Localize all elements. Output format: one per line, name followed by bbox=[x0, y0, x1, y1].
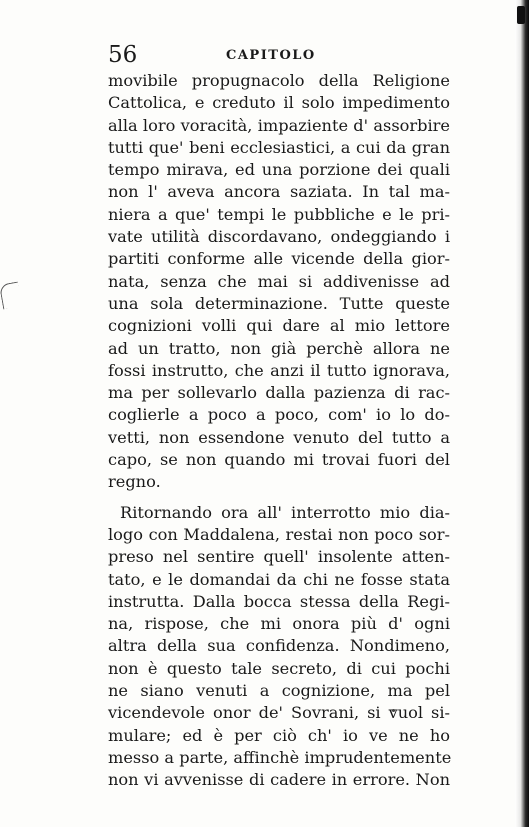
text-line: fossi instrutto, che anzi il tutto ignorava, bbox=[108, 360, 450, 380]
text-line: altra della sua confidenza. Nondimeno, bbox=[108, 636, 450, 656]
text-line: tato, e le domandai da chi ne fosse stata bbox=[108, 569, 450, 589]
text-line: alla loro voracità, impaziente d' assorbire bbox=[108, 115, 450, 135]
text-line: non è questo tale secreto, di cui pochi bbox=[108, 658, 450, 678]
paragraph-gap bbox=[108, 494, 450, 502]
text-line: non vi avvenisse di cadere in errore. Non bbox=[108, 770, 450, 790]
paragraph-1 bbox=[108, 70, 450, 494]
text-line: tempo mirava, ed una porzione dei quali bbox=[108, 160, 450, 180]
body-text bbox=[108, 70, 450, 792]
text-line: messo a parte, affinchè imprudentemente bbox=[108, 747, 452, 767]
text-line: coglierle a poco a poco, com' io lo do- bbox=[108, 405, 450, 425]
text-line: regno. bbox=[108, 472, 161, 492]
text-line: una sola determinazione. Tutte queste bbox=[108, 293, 450, 313]
edge-mark bbox=[517, 6, 525, 24]
page-edge-shadow bbox=[515, 0, 529, 827]
text-line: niera a que' tempi le pubbliche e le pri- bbox=[108, 204, 450, 224]
text-line: movibile propugnacolo della Religione bbox=[108, 71, 450, 90]
text-line: Cattolica, e creduto il solo impedimento bbox=[108, 93, 450, 113]
text-line: cognizioni volli qui dare al mio lettore bbox=[108, 316, 450, 336]
text-line: na, rispose, che mi onora più d' ogni bbox=[108, 614, 450, 634]
text-line: nata, senza che mai si addivenisse ad bbox=[108, 271, 450, 291]
text-line: instrutta. Dalla bocca stessa della Regi- bbox=[108, 591, 450, 611]
page-header bbox=[108, 40, 448, 70]
text-line: capo, se non quando mi trovai fuori del bbox=[108, 450, 450, 470]
text-line: logo con Maddalena, restai non poco sor- bbox=[108, 524, 450, 544]
text-line: vicendevole onor de' Sovrani, si vuol si- bbox=[108, 703, 450, 723]
text-line: vate utilità discordavano, ondeggiando i bbox=[108, 227, 450, 247]
text-line: mulare; ed è per ciò ch' io ve ne ho bbox=[108, 725, 450, 745]
text-line: ma per sollevarlo dalla pazienza di rac- bbox=[108, 383, 450, 403]
running-head: CAPITOLO bbox=[226, 48, 316, 63]
text-line: non l' aveva ancora saziata. In tal ma- bbox=[108, 182, 450, 202]
text-line: Ritornando ora all' interrotto mio dia- bbox=[120, 502, 450, 522]
text-line: preso nel sentire quell' insolente atten- bbox=[108, 547, 450, 567]
paragraph-2 bbox=[108, 502, 450, 792]
text-line: tutti que' beni ecclesiastici, a cui da gran bbox=[108, 137, 450, 157]
text-line: vetti, non essendone venuto del tutto a bbox=[108, 427, 450, 447]
margin-mark bbox=[0, 282, 22, 310]
text-line: ad un tratto, non già perchè allora ne bbox=[108, 338, 450, 358]
text-line: partiti conforme alle vicende della gior- bbox=[108, 249, 450, 269]
page-number: 56 bbox=[108, 42, 138, 68]
text-line: ne siano venuti a cognizione, ma pel bbox=[108, 681, 450, 701]
